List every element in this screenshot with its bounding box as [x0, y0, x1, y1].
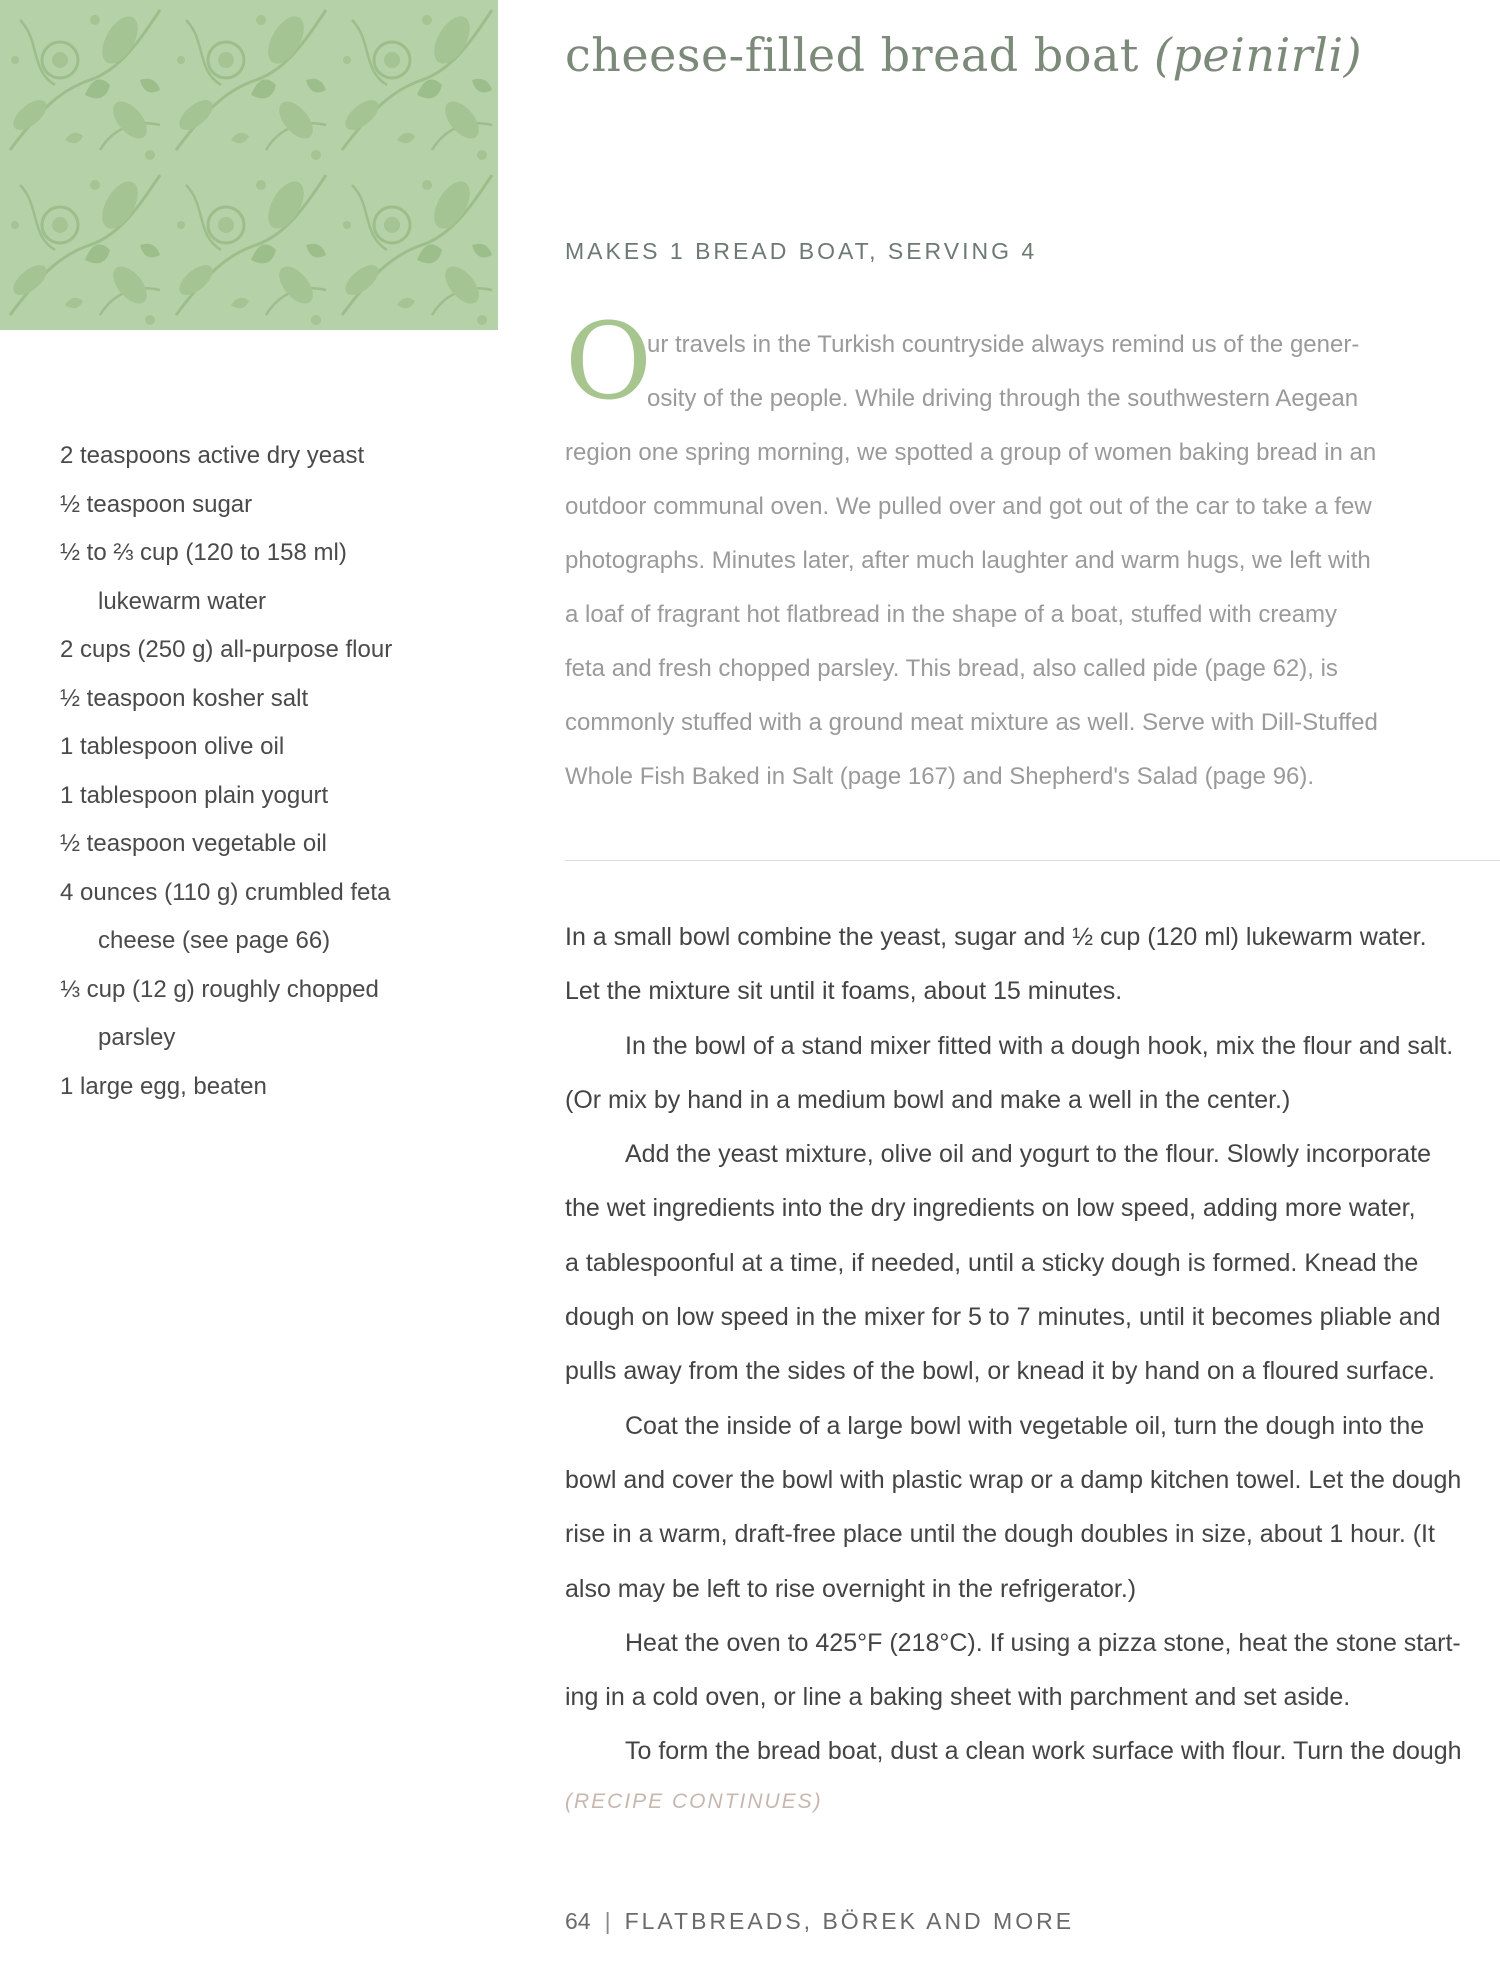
ingredient-item: 1 tablespoon plain yogurt [60, 781, 329, 809]
method-line: (Or mix by hand in a medium bowl and make a well in the center.) [565, 1085, 1291, 1114]
ingredient-item-continuation: parsley [98, 1024, 176, 1051]
method-line: the wet ingredients into the dry ingredients on low speed, adding more water, [565, 1194, 1416, 1223]
drop-cap: O [565, 300, 652, 423]
ingredient-item: ½ teaspoon sugar [60, 490, 253, 518]
method-line: ing in a cold oven, or line a baking sheet with parchment and set aside. [565, 1683, 1351, 1712]
method-text [565, 910, 1500, 1779]
decorative-floral-pattern [0, 0, 498, 330]
method-line: To form the bread boat, dust a clean work surface with flour. Turn the dough [625, 1737, 1462, 1766]
ingredient-list [60, 432, 392, 1111]
intro-line: a loaf of fragrant hot flatbread in the shape of a boat, stuffed with creamy [565, 601, 1338, 628]
ingredient-item-continuation: lukewarm water [98, 587, 267, 615]
intro-line: Whole Fish Baked in Salt (page 167) and Shepherd's Salad (page 96). [565, 763, 1315, 790]
method-line: bowl and cover the bowl with plastic wrap or a damp kitchen towel. Let the dough [565, 1465, 1462, 1494]
intro-line: ur travels in the Turkish countryside always remind us of the gener- [647, 331, 1360, 358]
recipe-title-turkish: (peinirli) [1154, 28, 1363, 82]
ingredient-item: ½ teaspoon kosher salt [60, 684, 309, 712]
page-number: 64 [565, 1908, 591, 1934]
intro-line: outdoor communal oven. We pulled over and got out of the car to take a few [565, 493, 1372, 520]
method-line: In a small bowl combine the yeast, sugar and ½ cup (120 ml) lukewarm water. [565, 923, 1427, 951]
section-divider [565, 860, 1500, 861]
ingredient-item: ½ to ⅔ cup (120 to 158 ml) [60, 539, 347, 566]
method-line: rise in a warm, draft-free place until the dough doubles in size, about 1 hour. (It [565, 1520, 1435, 1549]
ingredient-item: 1 tablespoon olive oil [60, 733, 285, 760]
recipe-title-main: cheese-filled bread boat [565, 28, 1139, 82]
ingredient-item: 4 ounces (110 g) crumbled feta [60, 878, 391, 906]
intro-line: region one spring morning, we spotted a group of women baking bread in an [565, 439, 1377, 466]
ingredient-item: ⅓ cup (12 g) roughly chopped [60, 975, 379, 1003]
method-line: a tablespoonful at a time, if needed, until a sticky dough is formed. Knead the [565, 1248, 1419, 1277]
method-line: Heat the oven to 425°F (218°C). If using a pizza stone, heat the stone start- [625, 1628, 1461, 1657]
method-line: Let the mixture sit until it foams, about 15 minutes. [565, 977, 1123, 1006]
intro-line: commonly stuffed with a ground meat mixture as well. Serve with Dill-Stuffed [565, 709, 1378, 736]
intro-line: photographs. Minutes later, after much laughter and warm hugs, we left with [565, 547, 1371, 574]
ingredient-item-continuation: cheese (see page 66) [98, 927, 331, 954]
method-line: also may be left to rise overnight in the refrigerator.) [565, 1574, 1137, 1603]
recipe-intro [565, 318, 1500, 804]
page-footer [565, 1908, 1074, 1935]
ingredient-item: 2 cups (250 g) all-purpose flour [60, 636, 393, 663]
method-line: In the bowl of a stand mixer fitted with a dough hook, mix the flour and salt. [625, 1031, 1454, 1060]
footer-section-title: FLATBREADS, BÖREK AND MORE [624, 1908, 1075, 1934]
ingredient-item: 2 teaspoons active dry yeast [60, 442, 365, 469]
intro-line: osity of the people. While driving through the southwestern Aegean [647, 385, 1359, 412]
ingredient-item: ½ teaspoon vegetable oil [60, 830, 327, 857]
method-line: pulls away from the sides of the bowl, or knead it by hand on a floured surface. [565, 1357, 1435, 1386]
ingredient-item: 1 large egg, beaten [60, 1072, 267, 1100]
recipe-yield: MAKES 1 BREAD BOAT, SERVING 4 [565, 238, 1038, 264]
method-line: Coat the inside of a large bowl with vegetable oil, turn the dough into the [625, 1411, 1425, 1440]
method-line: Add the yeast mixture, olive oil and yogurt to the flour. Slowly incorporate [625, 1140, 1431, 1169]
method-line: dough on low speed in the mixer for 5 to 7 minutes, until it becomes pliable and [565, 1303, 1441, 1332]
intro-line: feta and fresh chopped parsley. This bread, also called pide (page 62), is [565, 655, 1338, 682]
recipe-title [565, 28, 1362, 82]
recipe-continues-note: (RECIPE CONTINUES) [565, 1790, 823, 1813]
footer-separator: | [604, 1908, 611, 1934]
